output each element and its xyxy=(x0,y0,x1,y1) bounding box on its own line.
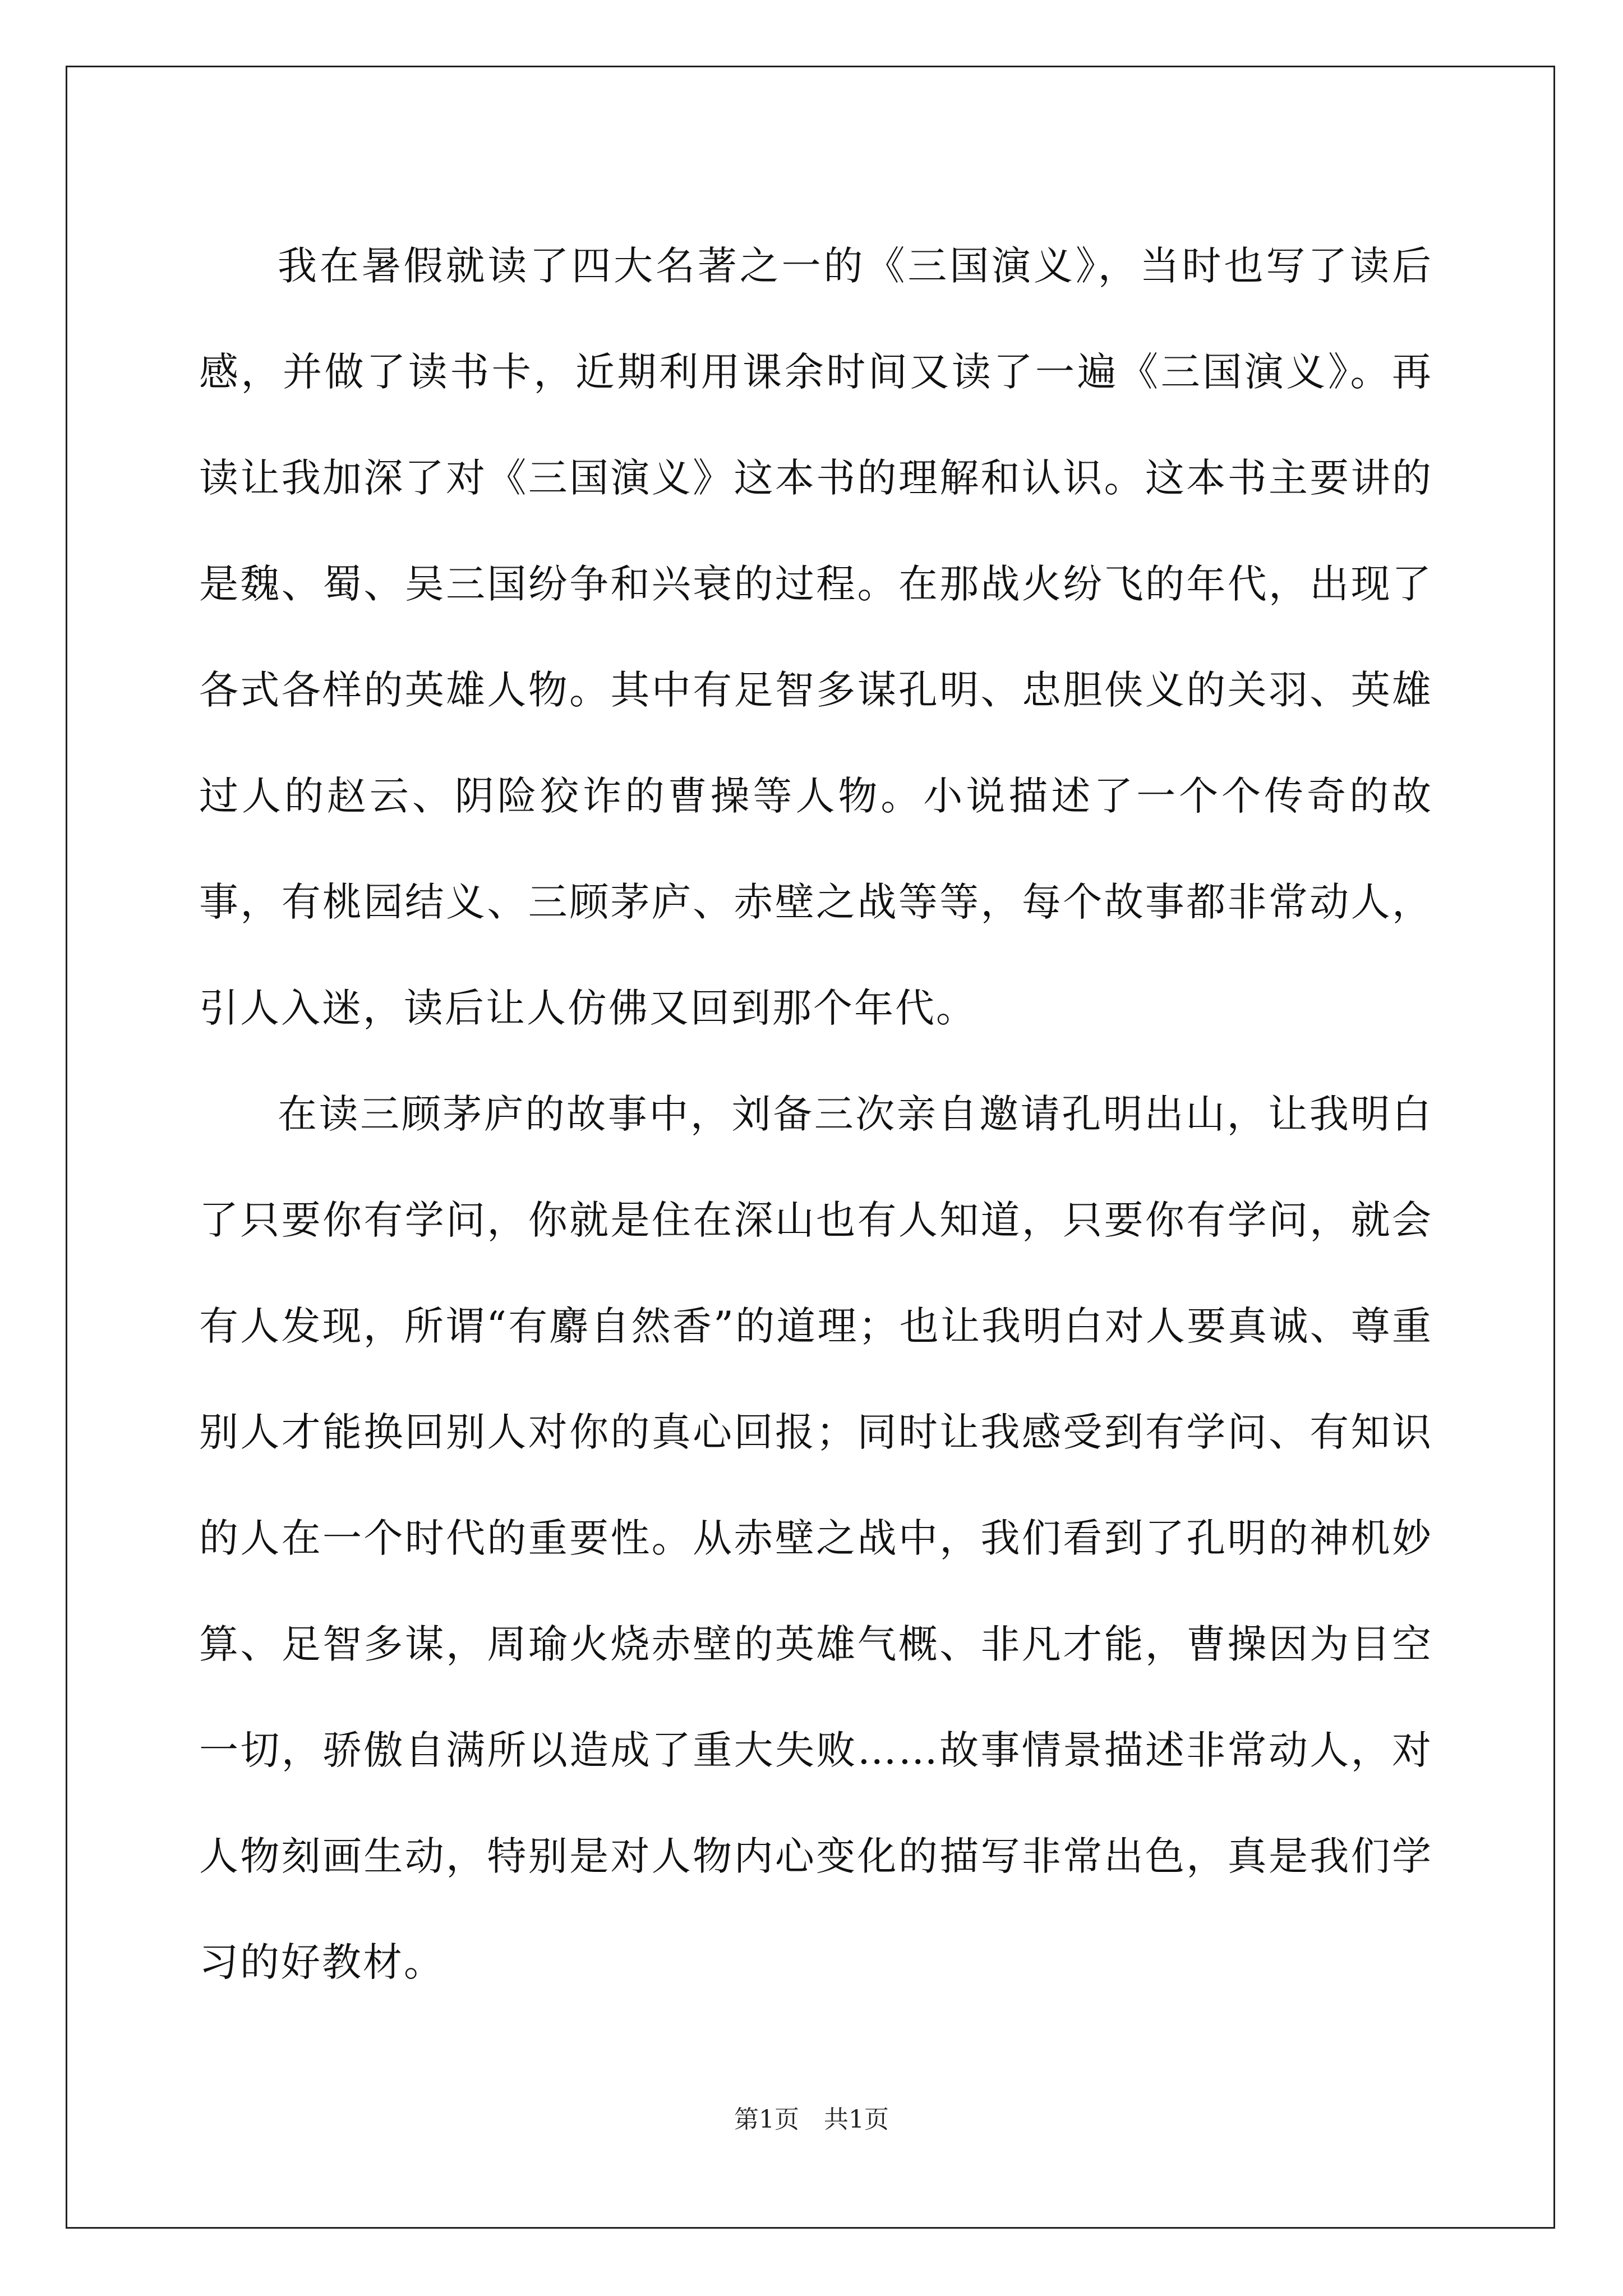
paragraph-1: 我在暑假就读了四大名著之一的《三国演义》，当时也写了读后感，并做了读书卡，近期利用课余时间又读了一遍《三国演义》。再读让我加深了对《三国演义》这本书的理解和认识。这本书主要讲的是魏、蜀、吴三国纷争和兴衰的过程。在那战火纷飞的年代，出现了各式各样的英雄人物。其中有足智多谋孔明、忠胆侠义的关羽、英雄过人的赵云、阴险狡诈的曹操等人物。小说描述了一个个传奇的故事，有桃园结义、三顾茅庐、赤壁之战等等，每个故事都非常动人，引人入迷，读后让人仿佛又回到那个年代。 xyxy=(199,243,1433,1031)
document-body xyxy=(199,213,1433,2016)
paragraph-2: 在读三顾茅庐的故事中，刘备三次亲自邀请孔明出山，让我明白了只要你有学问，你就是住在深山也有人知道，只要你有学问，就会有人发现，所谓“有麝自然香”的道理；也让我明白对人要真诚、尊重别人才能换回别人对你的真心回报；同时让我感受到有学问、有知识的人在一个时代的重要性。从赤壁之战中，我们看到了孔明的神机妙算、足智多谋，周瑜火烧赤壁的英雄气概、非凡才能，曹操因为目空一切，骄傲自满所以造成了重大失败……故事情景描述非常动人，对人物刻画生动，特别是对人物内心变化的描写非常出色，真是我们学习的好教材。 xyxy=(199,1091,1433,1985)
page-footer: 第1页 共1页 xyxy=(734,2105,889,2134)
